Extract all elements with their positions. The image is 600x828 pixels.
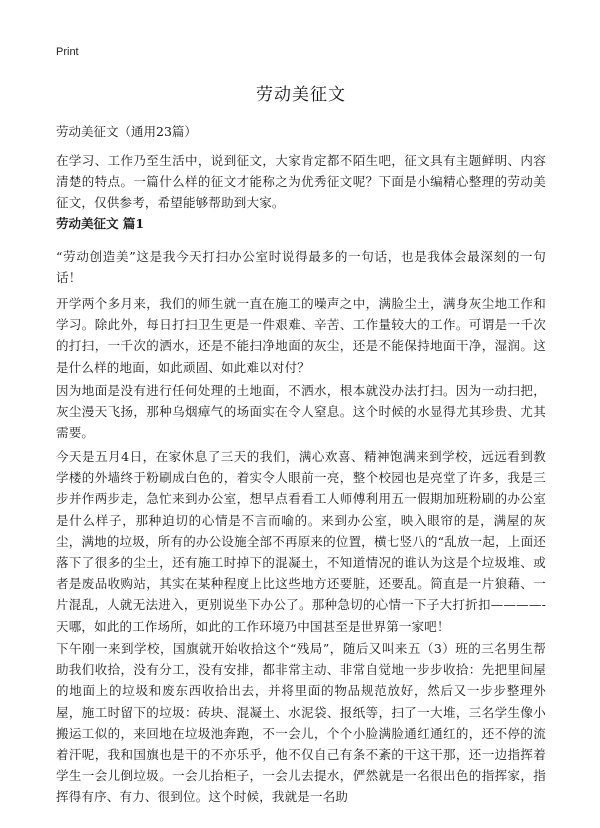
body-paragraph-5: 下午刚一来到学校，国旗就开始收拾这个“残局”，随后又叫来五（3）班的三名男生帮助我们收拾，没有分工，没有安排，都非常主动、非常自觉地一步步收拾：先把里间屋的地面上的垃圾和废东西收拾出去，并将里面的物品规范放好，然后又一步步整理外屋，施工时留下的垃圾：砖块、混凝土、水泥袋、报纸等，扫了一大堆，三名学生像小搬运工似的，来回地在垃圾池奔跑，不一会儿，个个小脸满脸通红通红的，还不停的流着汗呢，我和国旗也是干的不亦乐乎，他不仅自己有条不紊的干这干那，还一边指挥着学生一会儿倒垃圾。一会儿抬柜子，一会儿去提水，俨然就是一名很出色的指挥家，指挥得有序、有力、很到位。这个时候，我就是一名助 [56,641,546,805]
document-subtitle: 劳动美征文（通用23篇） [56,124,197,139]
body-paragraph-2: 开学两个多月来，我们的师生就一直在施工的噪声之中，满脸尘土，满身灰尘地工作和学习。除此外，每日打扫卫生更是一件艰难、辛苦、工作量较大的工作。可谓是一千次的打扫，一千次的洒水，还是不能扫净地面的灰尘，还是不能保持地面干净，湿润。这是什么样的地面，如此顽固、如此难以对付？ [56,296,546,375]
body-paragraph-4: 今天是五月4日，在家休息了三天的我们，满心欢喜、精神饱满来到学校，远远看到教学楼的外墙终于粉刷成白色的，着实令人眼前一亮，整个校园也是亮堂了许多，我是三步并作两步走，急忙来到办公室，想早点看看工人师傅利用五一假期加班粉刷的办公室是什么样子，那种迫切的心情是不言而喻的。来到办公室，映入眼帘的是，满屋的灰尘，满地的垃圾，所有的办公设施全部不再原来的位置，横七竖八的“乱放一起，上面还落下了很多的尘土，还有施工时掉下的混凝土，不知道情况的谁认为这是个垃圾堆、或者是废品收购站，其实在某种程度上比这些地方还要脏，还要乱。简直是一片狼藉、一片混乱，人就无法进入，更别说坐下办公了。那种急切的心情一下子大打折扣————-天哪，如此的工作场所，如此的工作环境乃中国甚至是世界第一家吧！ [56,449,546,634]
body-paragraph-1: “劳动创造美”这是我今天打扫办公室时说得最多的一句话，也是我体会最深刻的一句话！ [56,249,546,286]
intro-paragraph: 在学习、工作乃至生活中，说到征文，大家肯定都不陌生吧，征文具有主题鲜明、内容清楚的特点。一篇什么样的征文才能称之为优秀征文呢？下面是小编精心整理的劳动美征文，仅供参考，希望能够帮助到大家。 [56,153,546,211]
section-heading: 劳动美征文 篇1 [56,216,145,231]
print-link[interactable]: Print [56,46,79,58]
document-title: 劳动美征文 [256,85,346,105]
body-paragraph-3: 因为地面是没有进行任何处理的土地面，不洒水，根本就没办法打扫。因为一动扫把，灰尘漫天飞扬，那种乌烟瘴气的场面实在令人窒息。这个时候的水显得尤其珍贵、尤其需要。 [56,383,546,441]
